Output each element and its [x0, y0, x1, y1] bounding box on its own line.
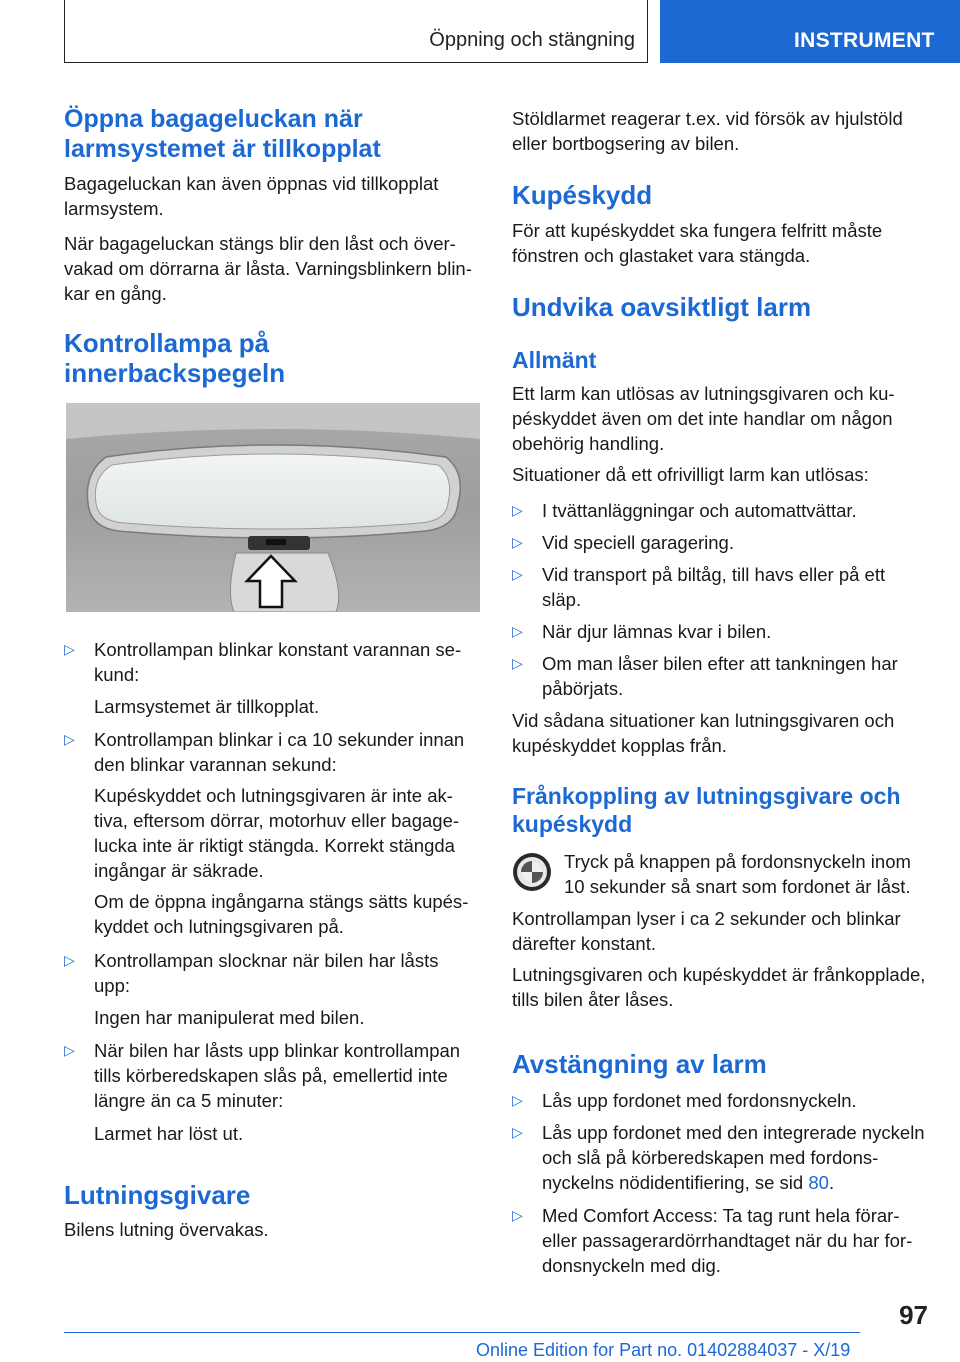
sub-paragraph: Kupéskyddet och lutningsgivaren är inte aktiva, eftersom dörrar, motorhuv eller bagagelucka inte är riktigt stängda. Korrekt stängda ingångar är säkrade. [94, 785, 460, 881]
bullet-triangle-icon: ▷ [64, 952, 75, 968]
list-item: ▷ När djur lämnas kvar i bilen. [512, 621, 772, 642]
bullet-triangle-icon: ▷ [64, 731, 75, 747]
sub-paragraph: Larmsystemet är tillkopplat. [94, 696, 320, 717]
list-item: ▷ Lås upp fordonet med fordonsnyckeln. [512, 1090, 857, 1111]
list-item: ▷ Med Comfort Access: Ta tag runt hela förar- eller passagerardörrhandtaget när du har fordonsnyckeln med dig. [512, 1205, 913, 1276]
bullet-triangle-icon: ▷ [512, 1092, 523, 1108]
heading-avoid-alarm: Undvika oavsiktligt larm [512, 292, 812, 322]
rearview-mirror-illustration [66, 403, 480, 612]
page-number: 97 [899, 1300, 928, 1330]
paragraph: Lutningsgivaren och kupéskyddet är frånkopplade, tills bilen åter låses. [512, 964, 926, 1010]
paragraph: Ett larm kan utlösas av lutningsgivaren och kupéskyddet även om det inte handlar om någon obehörig handling. [512, 383, 895, 454]
list-item: ▷ Om man låser bilen efter att tankningen har påbörjats. [512, 653, 898, 699]
list-item: ▷ Kontrollampan blinkar i ca 10 sekunder innan den blinkar varannan sekund: [64, 729, 465, 775]
paragraph: För att kupéskyddet ska fungera felfritt måste fönstren och glastaket vara stängda. [512, 220, 883, 266]
heading-interior-protection: Kupéskydd [512, 180, 653, 210]
paragraph: Tryck på knappen på fordonsnyckeln inom 10 sekunder så snart som fordonet är låst. [564, 851, 911, 897]
paragraph: Kontrollampan lyser i ca 2 sekunder och blinkar därefter konstant. [512, 908, 901, 954]
sub-paragraph: Om de öppna ingångarna stängs sätts kupéskyddet och lutningsgivaren på. [94, 891, 469, 937]
heading-general: Allmänt [512, 347, 597, 373]
bullet-triangle-icon: ▷ [512, 1207, 523, 1223]
list-item: ▷ När bilen har låsts upp blinkar kontrollampan tills körberedskapen slås på, emellertid inte längre än ca 5 minuter: [64, 1040, 461, 1111]
chapter-tab[interactable] [660, 0, 960, 63]
bullet-triangle-icon: ▷ [512, 623, 523, 639]
paragraph: Stöldlarmet reagerar t.ex. vid försök av hjulstöld eller bortbogsering av bilen. [512, 108, 903, 154]
chapter-tab-label: INSTRUMENT [794, 29, 935, 52]
list-item: ▷ Vid speciell garagering. [512, 532, 734, 553]
heading-disconnect-sensors: Frånkoppling av lutningsgivare och kupéskydd [512, 783, 901, 837]
bullet-triangle-icon: ▷ [512, 655, 523, 671]
heading-tilt-sensor: Lutningsgivare [64, 1180, 251, 1210]
bullet-triangle-icon: ▷ [512, 534, 523, 550]
paragraph: Vid sådana situationer kan lutningsgivaren och kupéskyddet kopplas från. [512, 710, 895, 756]
bullet-triangle-icon: ▷ [512, 502, 523, 518]
bullet-triangle-icon: ▷ [512, 566, 523, 582]
heading-open-trunk: Öppna bagageluckan när larmsystemet är tillkopplat [64, 105, 381, 163]
list-item: ▷ Lås upp fordonet med den integrerade nyckeln och slå på körberedskapen med fordonsnyckelns nödidentifiering, se sid 80. [512, 1122, 925, 1193]
heading-control-lamp: Kontrollampa på innerbackspegeln [64, 328, 286, 388]
bullet-triangle-icon: ▷ [512, 1124, 523, 1140]
bullet-triangle-icon: ▷ [64, 641, 75, 657]
section-title: Öppning och stängning [429, 29, 635, 51]
paragraph: Bilens lutning övervakas. [64, 1219, 269, 1240]
sub-paragraph: Ingen har manipulerat med bilen. [94, 1007, 365, 1028]
paragraph: När bagageluckan stängs blir den låst och övervakad om dörrarna är låsta. Varningsblinkern blinkar en gång. [64, 233, 472, 304]
list-item: ▷ Vid transport på biltåg, till havs eller på ett släp. [512, 564, 886, 610]
heading-alarm-off: Avstängning av larm [512, 1049, 767, 1079]
footer-divider [64, 1332, 860, 1333]
running-header-section [64, 0, 648, 63]
sub-paragraph: Larmet har löst ut. [94, 1123, 244, 1144]
paragraph: Bagageluckan kan även öppnas vid tillkopplat larmsystem. [64, 173, 439, 219]
vehicle-key-button-icon [512, 852, 552, 892]
page-reference-link[interactable]: 80 [808, 1172, 829, 1193]
list-item: ▷ I tvättanläggningar och automattvättar. [512, 500, 857, 521]
bullet-triangle-icon: ▷ [64, 1042, 75, 1058]
paragraph: Situationer då ett ofrivilligt larm kan utlösas: [512, 464, 869, 485]
list-item: ▷ Kontrollampan blinkar konstant varannan sekund: [64, 639, 462, 685]
footer-edition: Online Edition for Part no. 01402884037 - X/19 [476, 1340, 851, 1360]
list-item: ▷ Kontrollampan slocknar när bilen har låsts upp: [64, 950, 439, 996]
